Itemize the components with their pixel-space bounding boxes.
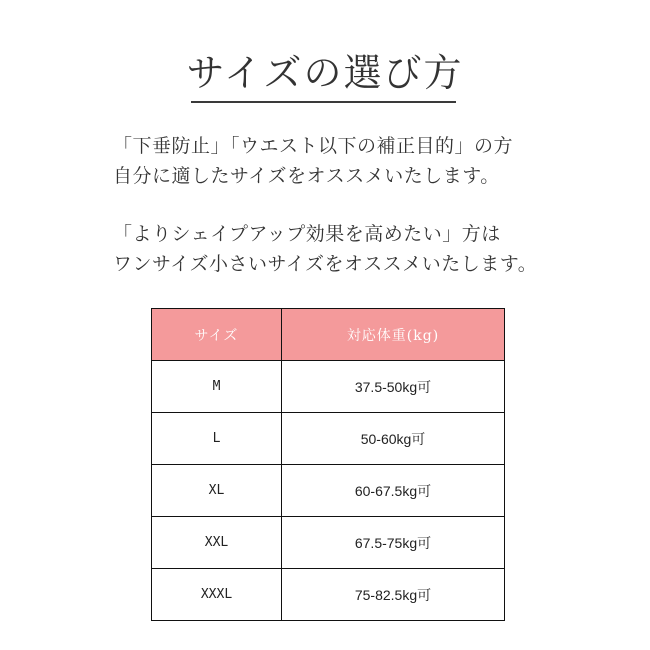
size-column-header: サイズ (152, 309, 282, 361)
table-row (152, 413, 505, 465)
table-row (152, 517, 505, 569)
weight-cell: 50-60kg可 (282, 413, 505, 465)
weight-cell: 37.5-50kg可 (282, 361, 505, 413)
table-row (152, 465, 505, 517)
title-underline (191, 101, 456, 103)
size-cell: XL (152, 465, 282, 517)
page-title: サイズの選び方 (186, 51, 464, 95)
size-chart-table (151, 308, 505, 621)
size-cell: M (152, 361, 282, 413)
weight-column-header: 対応体重(kg) (282, 309, 505, 361)
paragraph-line: 「下垂防止」「ウエスト以下の補正目的」の方 (113, 135, 514, 157)
paragraph-line: ワンサイズ小さいサイズをオススメいたします。 (113, 253, 538, 275)
recommendation-paragraph-2 (113, 219, 537, 279)
paragraph-line: 「よりシェイプアップ効果を高めたい」方は (113, 223, 501, 245)
recommendation-paragraph-1 (113, 131, 513, 191)
size-cell: XXXL (152, 569, 282, 621)
table-row (152, 361, 505, 413)
table-row (152, 569, 505, 621)
weight-cell: 67.5-75kg可 (282, 517, 505, 569)
weight-cell: 75-82.5kg可 (282, 569, 505, 621)
size-cell: XXL (152, 517, 282, 569)
weight-cell: 60-67.5kg可 (282, 465, 505, 517)
size-cell: L (152, 413, 282, 465)
table-header-row (152, 309, 505, 361)
paragraph-line: 自分に適したサイズをオススメいたします。 (113, 165, 500, 187)
